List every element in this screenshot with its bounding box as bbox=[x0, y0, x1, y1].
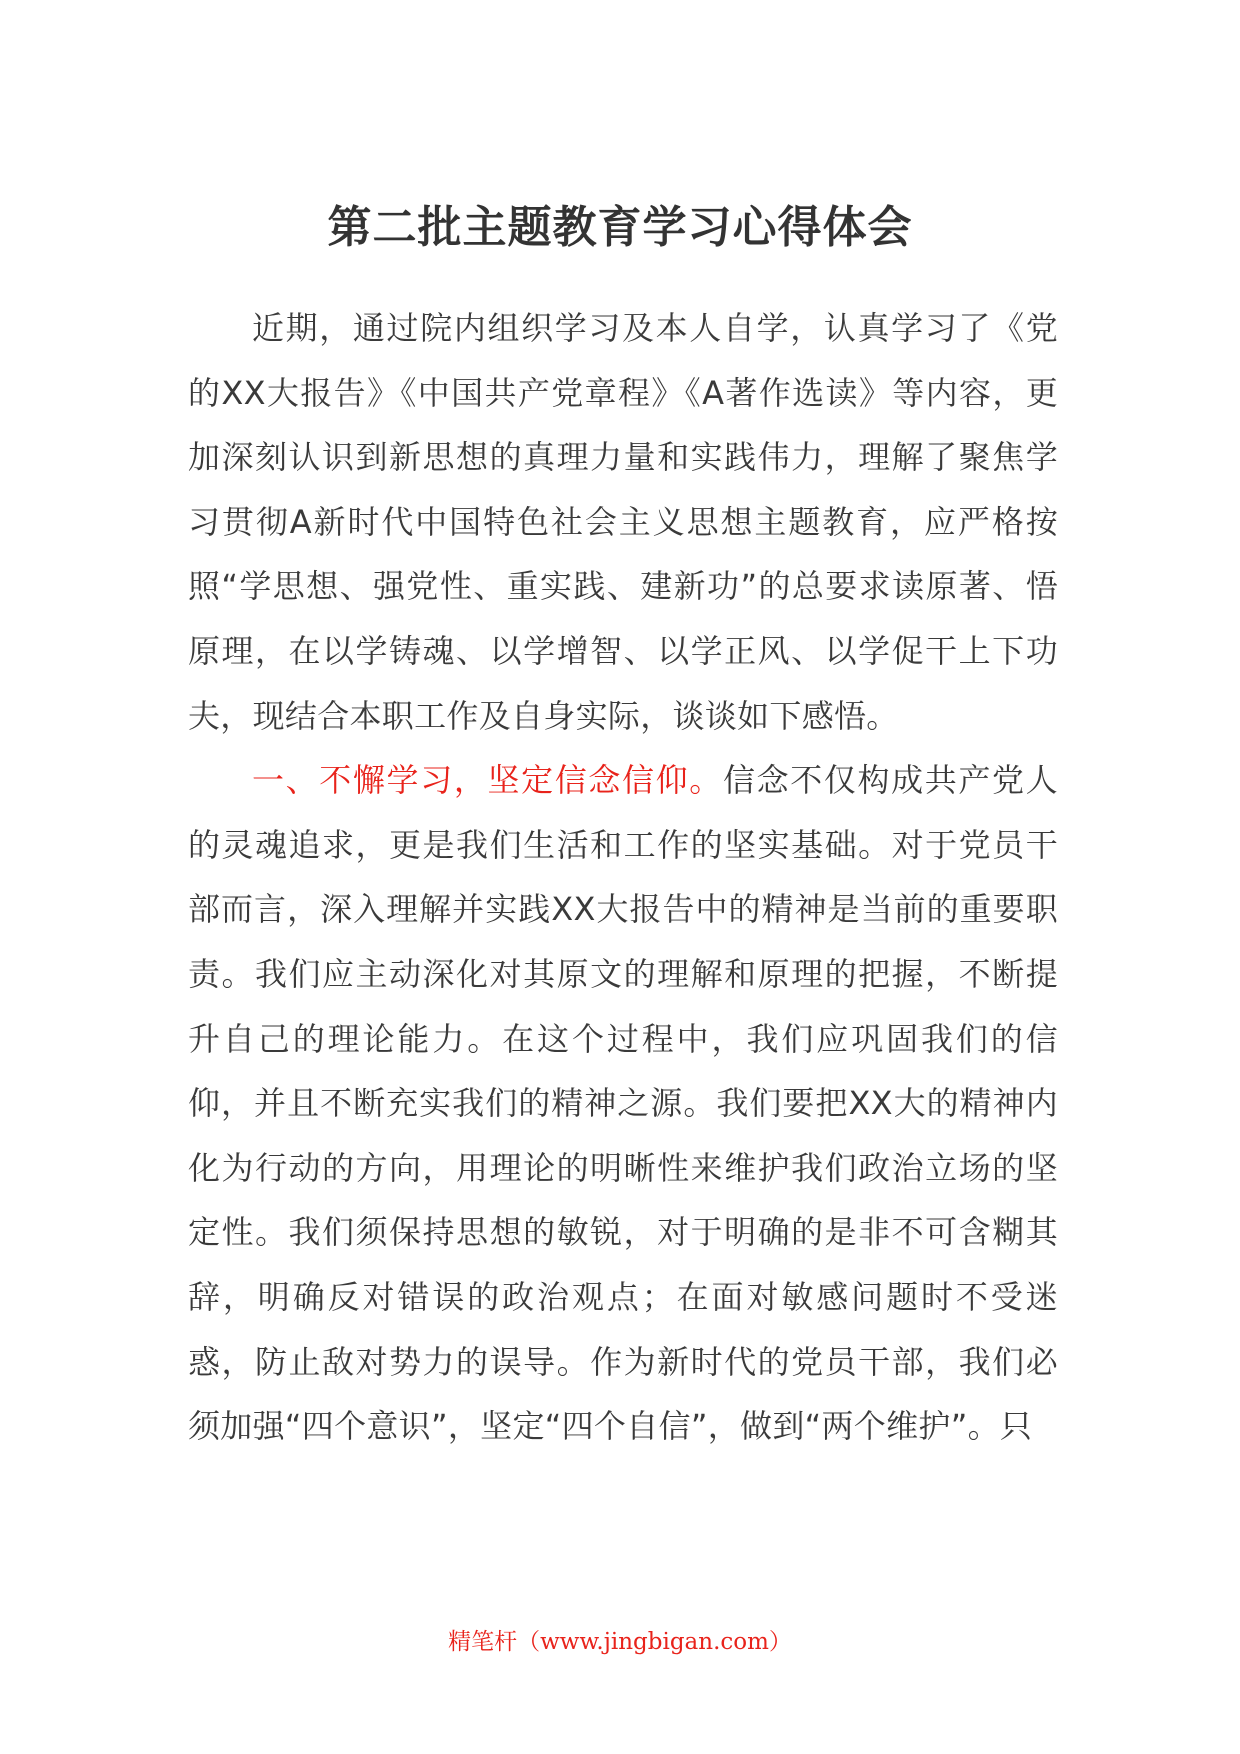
document-body bbox=[188, 296, 1058, 1459]
section-one-paragraph bbox=[188, 748, 1058, 1459]
section-one-text: 信念不仅构成共产党人的灵魂追求，更是我们生活和工作的坚实基础。对于党员干部而言，深入理解并实践XX大报告中的精神是当前的重要职责。我们应主动深化对其原文的理解和原理的把握，不断提升自己的理论能力。在这个过程中，我们应巩固我们的信仰，并且不断充实我们的精神之源。我们要把XX大的精神内化为行动的方向，用理论的明晰性来维护我们政治立场的坚定性。我们须保持思想的敏锐，对于明确的是非不可含糊其辞，明确反对错误的政治观点；在面对敏感问题时不受迷惑，防止敌对势力的误导。作为新时代的党员干部，我们必须加强“四个意识”，坚定“四个自信”，做到“两个维护”。只 bbox=[188, 761, 1058, 1446]
section-one-heading: 一、不懈学习，坚定信念信仰。 bbox=[252, 761, 723, 800]
footer-watermark: 精笔杆（www.jingbigan.com） bbox=[448, 1629, 792, 1655]
intro-paragraph-text: 近期，通过院内组织学习及本人自学，认真学习了《党的XX大报告》《中国共产党章程》《A著作选读》等内容，更加深刻认识到新思想的真理力量和实践伟力，理解了聚焦学习贯彻A新时代中国特色社会主义思想主题教育，应严格按照“学思想、强党性、重实践、建新功”的总要求读原著、悟原理，在以学铸魂、以学增智、以学正风、以学促干上下功夫，现结合本职工作及自身实际，谈谈如下感悟。 bbox=[188, 309, 1058, 735]
document-title: 第二批主题教育学习心得体会 bbox=[327, 202, 913, 253]
intro-paragraph bbox=[188, 296, 1058, 748]
